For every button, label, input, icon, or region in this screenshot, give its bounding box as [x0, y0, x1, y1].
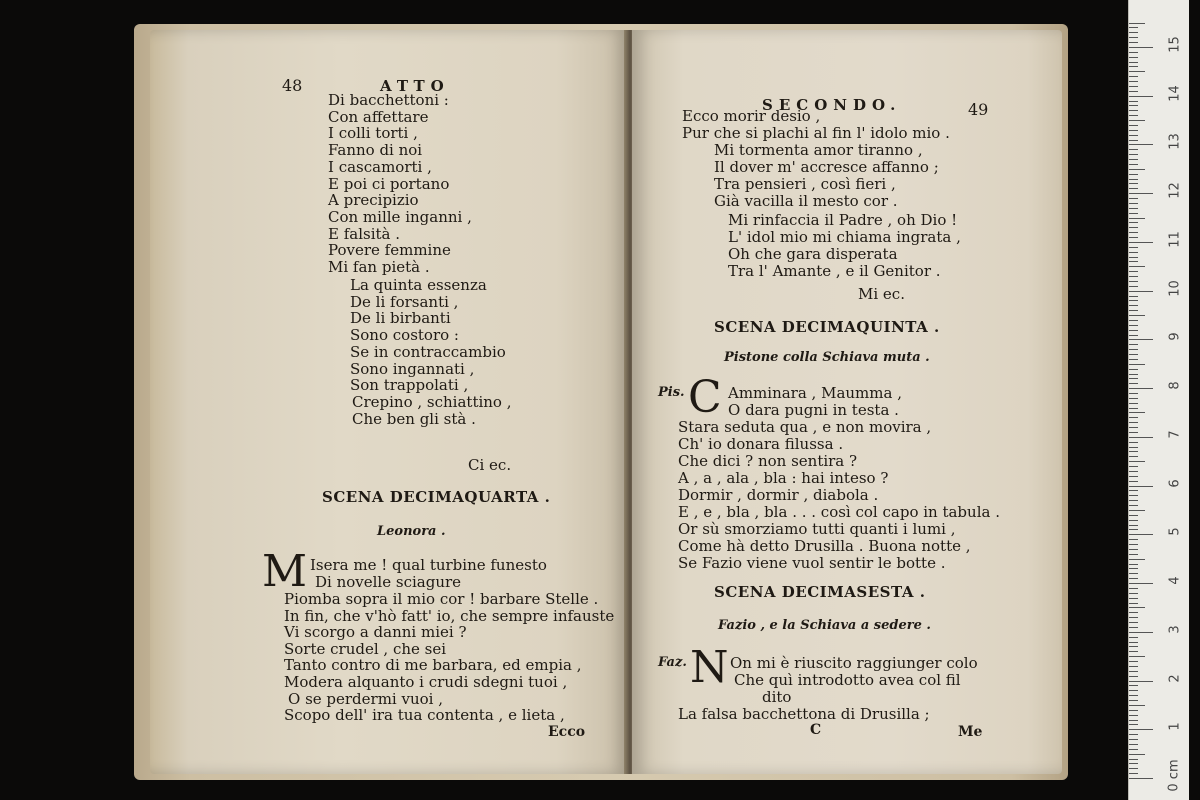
ruler-tick [1129, 27, 1138, 28]
ruler-tick [1129, 724, 1138, 725]
pis-line-first: Amminara , Maumma , [728, 384, 902, 402]
drop-cap-m: M [262, 546, 308, 597]
text-line: Stara seduta qua , e non movira , [678, 418, 932, 436]
ruler-tick [1129, 154, 1138, 155]
ruler-tick [1129, 252, 1138, 253]
ruler-tick [1129, 632, 1153, 633]
ruler-tick [1129, 442, 1138, 443]
ruler-tick [1129, 296, 1138, 297]
ruler-tick [1129, 335, 1138, 336]
ruler-tick [1129, 349, 1138, 350]
ruler-tick [1129, 763, 1138, 764]
ruler-tick [1129, 451, 1138, 452]
text-line: Povere femmine [328, 241, 451, 260]
ruler-tick [1129, 305, 1138, 306]
text-line: E poi ci portano [328, 174, 450, 193]
ruler-tick [1129, 500, 1138, 501]
ruler-tick [1129, 564, 1138, 565]
text-line: Vi scorgo a danni miei ? [284, 623, 467, 642]
ruler-tick [1129, 744, 1138, 745]
text-line: A , a , ala , bla : hai inteso ? [678, 469, 889, 487]
ruler-label: 8 [1167, 381, 1183, 390]
ruler-tick [1129, 627, 1138, 628]
ruler-tick [1129, 734, 1138, 735]
signature-mark: C [810, 722, 822, 738]
ruler-tick [1129, 174, 1138, 175]
text-line: Pur che si plachi al fin l' idolo mio . [682, 124, 950, 142]
ruler-tick [1129, 300, 1138, 301]
ruler-tick [1129, 32, 1138, 33]
ruler-tick [1129, 568, 1138, 569]
left-page-number: 48 [282, 76, 303, 95]
ruler-tick [1129, 330, 1138, 331]
ruler-tick [1129, 227, 1138, 228]
scene-16-heading: SCENA DECIMASESTA . [714, 583, 926, 601]
aria-end: Mi ec. [858, 285, 905, 303]
text-line: Sorte crudel , che sei [284, 639, 447, 658]
ruler-tick [1129, 422, 1138, 423]
text-line: Che dici ? non sentira ? [678, 452, 858, 470]
ruler-tick [1129, 281, 1138, 282]
ruler-tick [1129, 203, 1138, 204]
speech-line-second: Di novelle sciagure [315, 573, 462, 591]
ruler-tick [1129, 559, 1145, 560]
text-line: Mi tormenta amor tiranno , [714, 141, 923, 159]
text-line: Con affettare [328, 107, 429, 126]
ruler-tick [1129, 286, 1138, 287]
ruler-tick [1129, 510, 1145, 511]
scene-14-heading: SCENA DECIMAQUARTA . [322, 488, 551, 506]
ruler-tick [1129, 23, 1145, 24]
text-line: Mi fan pietà . [328, 258, 430, 276]
scene-16-characters: Fazio , e la Schiava a sedere . [718, 618, 931, 633]
ruler-tick [1129, 529, 1138, 530]
ruler-tick [1129, 364, 1145, 365]
ruler-tick [1129, 583, 1153, 584]
ruler-tick [1129, 710, 1138, 711]
ruler-tick [1129, 778, 1153, 779]
ruler-tick [1129, 544, 1138, 545]
text-line: I cascamorti , [328, 157, 432, 176]
ruler-tick [1129, 257, 1138, 258]
ruler-tick [1129, 62, 1138, 63]
ruler-tick [1129, 140, 1138, 141]
text-line: Oh che gara disperata [728, 245, 898, 263]
ruler-label: 7 [1167, 430, 1183, 439]
ruler-tick [1129, 232, 1138, 233]
text-line: Fanno di noi [328, 141, 423, 160]
ruler-tick [1129, 603, 1138, 604]
ruler-tick [1129, 242, 1153, 243]
drop-cap-n: N [690, 642, 729, 693]
ruler-tick [1129, 71, 1145, 72]
pis-line-second: O dara pugni in testa . [728, 401, 899, 419]
ruler-label: 11 [1167, 231, 1183, 248]
ruler-label: 12 [1167, 182, 1183, 199]
ruler-label: 0 cm [1166, 759, 1182, 792]
ruler-tick [1129, 388, 1153, 389]
ruler-tick [1129, 695, 1138, 696]
ruler-tick [1129, 476, 1138, 477]
ruler-tick [1129, 222, 1138, 223]
ruler-tick [1129, 247, 1138, 248]
ruler-tick [1129, 325, 1138, 326]
ruler-tick [1129, 354, 1138, 355]
ruler-tick [1129, 120, 1145, 121]
ruler-tick [1129, 486, 1153, 487]
ruler-tick [1129, 359, 1138, 360]
ruler-tick [1129, 76, 1138, 77]
ruler-tick [1129, 266, 1145, 267]
ruler-tick [1129, 47, 1153, 48]
ruler-tick [1129, 91, 1138, 92]
text-line: Piomba sopra il mio cor ! barbare Stelle . [284, 590, 599, 608]
ruler-tick [1129, 432, 1138, 433]
text-line: I colli torti , [328, 124, 418, 143]
ruler-tick [1129, 739, 1138, 740]
ruler-tick [1129, 261, 1138, 262]
ruler-tick [1129, 773, 1138, 774]
ruler-tick [1129, 661, 1138, 662]
ruler-tick [1129, 607, 1145, 608]
ruler-tick [1129, 515, 1138, 516]
ruler-label: 3 [1167, 625, 1183, 634]
ruler-tick [1129, 549, 1138, 550]
text-line: Or sù smorziamo tutti quanti i lumi , [678, 520, 956, 538]
text-line: Mi rinfaccia il Padre , oh Dio ! [728, 211, 958, 229]
ruler-tick [1129, 622, 1138, 623]
ruler-tick [1129, 617, 1138, 618]
text-line: Se Fazio viene vuol sentir le botte . [678, 554, 946, 572]
text-line: E falsità . [328, 224, 401, 243]
ruler-tick [1129, 135, 1138, 136]
ruler-tick [1129, 593, 1138, 594]
ruler-tick [1129, 101, 1138, 102]
ruler-tick [1129, 66, 1138, 67]
ruler-tick [1129, 754, 1145, 755]
ruler-tick [1129, 208, 1138, 209]
text-line: O se perdermi vuoi , [288, 689, 443, 708]
ruler-tick [1129, 164, 1138, 165]
ruler-tick [1129, 427, 1138, 428]
text-line: Modera alquanto i crudi sdegni tuoi , [284, 673, 568, 691]
ruler-tick [1129, 437, 1153, 438]
speaker-faz: Faz. [658, 655, 687, 670]
ruler-tick [1129, 749, 1138, 750]
text-line: Sono ingannati , [350, 359, 475, 378]
ruler-tick [1129, 369, 1138, 370]
ruler-tick [1129, 690, 1138, 691]
ruler-tick [1129, 291, 1153, 292]
ruler-tick [1129, 378, 1138, 379]
ruler-tick [1129, 466, 1138, 467]
text-line: Se in contraccambio [350, 342, 506, 361]
text-line: Scopo dell' ira tua contenta , e lieta , [284, 706, 565, 725]
ruler-tick [1129, 417, 1138, 418]
drop-cap-c: C [688, 372, 722, 423]
ruler-tick [1129, 612, 1138, 613]
right-catchword: Me [958, 724, 983, 740]
ruler-tick [1129, 403, 1138, 404]
text-line: Sono costoro : [350, 326, 459, 345]
ruler-tick [1129, 183, 1138, 184]
ruler-tick [1129, 656, 1145, 657]
left-page [150, 30, 628, 774]
ruler-tick [1129, 642, 1138, 643]
left-catchword: Ecco [548, 724, 586, 740]
measuring-ruler [1128, 0, 1189, 800]
ruler-tick [1129, 398, 1138, 399]
ruler-tick [1129, 685, 1138, 686]
ruler-tick [1129, 456, 1138, 457]
text-line: Di bacchettoni : [328, 91, 449, 109]
scene-14-character: Leonora . [377, 524, 446, 539]
ruler-label: 5 [1167, 527, 1183, 536]
ruler-label: 2 [1167, 673, 1183, 683]
right-page [632, 30, 1062, 774]
text-line: Ch' io donara filussa . [678, 435, 844, 453]
speech-line-first: Isera me ! qual turbine funesto [310, 556, 547, 574]
ruler-tick [1129, 57, 1138, 58]
ruler-tick [1129, 666, 1138, 667]
ruler-tick [1129, 481, 1138, 482]
ruler-label: 9 [1167, 332, 1183, 342]
ruler-tick [1129, 671, 1138, 672]
ruler-tick [1129, 759, 1138, 760]
ruler-tick [1129, 578, 1138, 579]
ruler-tick [1129, 271, 1138, 272]
ruler-label: 4 [1167, 576, 1183, 585]
faz-line-first: On mi è riuscito raggiunger colo [730, 654, 978, 672]
text-line: Son trappolati , [350, 376, 469, 395]
text-line: De li birbanti [350, 309, 451, 328]
ruler-tick [1129, 52, 1138, 53]
ruler-tick [1129, 471, 1138, 472]
ruler-tick [1129, 115, 1138, 116]
ruler-tick [1129, 159, 1138, 160]
text-line: E , e , bla , bla . . . così col capo in tabula . [678, 503, 1000, 521]
right-page-number: 49 [968, 100, 989, 119]
text-line: Con mille inganni , [328, 207, 472, 226]
left-running-head: ATTO [380, 77, 450, 95]
left-verse-end: Ci ec. [468, 456, 512, 474]
ruler-tick [1129, 105, 1138, 106]
ruler-tick [1129, 651, 1138, 652]
text-line: Tra l' Amante , e il Genitor . [728, 262, 941, 280]
text-line: L' idol mio mi chiama ingrata , [728, 228, 961, 246]
text-line: In fin, che v'hò fatt' io, che sempre infauste [284, 606, 615, 625]
ruler-label: 13 [1167, 133, 1183, 151]
text-line: Tra pensieri , così fieri , [714, 175, 896, 193]
ruler-tick [1129, 715, 1138, 716]
ruler-tick [1129, 495, 1138, 496]
ruler-label: 14 [1167, 84, 1183, 102]
ruler-tick [1129, 213, 1138, 214]
ruler-tick [1129, 598, 1138, 599]
ruler-tick [1129, 408, 1138, 409]
ruler-tick [1129, 37, 1138, 38]
text-line: Il dover m' accresce affanno ; [714, 158, 939, 176]
ruler-tick [1129, 681, 1153, 682]
ruler-tick [1129, 86, 1138, 87]
faz-line-fourth: La falsa bacchettona di Drusilla ; [678, 705, 930, 723]
ruler-tick [1129, 588, 1138, 589]
ruler-tick [1129, 344, 1138, 345]
ruler-tick [1129, 720, 1138, 721]
ruler-tick [1129, 81, 1138, 82]
text-line: Dormir , dormir , diabola . [678, 486, 879, 504]
ruler-tick [1129, 383, 1138, 384]
ruler-tick [1129, 169, 1145, 170]
ruler-tick [1129, 198, 1138, 199]
text-line: Tanto contro di me barbara, ed empia , [284, 656, 582, 675]
ruler-tick [1129, 554, 1138, 555]
ruler-tick [1129, 637, 1138, 638]
ruler-label: 6 [1167, 478, 1183, 488]
speaker-pis: Pis. [658, 385, 685, 400]
ruler-tick [1129, 461, 1145, 462]
ruler-tick [1129, 149, 1138, 150]
ruler-tick [1129, 646, 1138, 647]
ruler-tick [1129, 130, 1138, 131]
scene-15-characters: Pistone colla Schiava muta . [724, 350, 930, 365]
text-line: Già vacilla il mesto cor . [714, 192, 898, 210]
ruler-tick [1129, 237, 1138, 238]
ruler-tick [1129, 42, 1138, 43]
ruler-label: 1 [1167, 722, 1183, 731]
text-line: Che ben gli stà . [352, 409, 476, 428]
ruler-tick [1129, 144, 1153, 145]
ruler-tick [1129, 505, 1138, 506]
text-line: De li forsanti , [350, 292, 459, 311]
ruler-tick [1129, 447, 1138, 448]
ruler-tick [1129, 705, 1145, 706]
ruler-tick [1129, 412, 1145, 413]
text-line: Ecco morir desio , [682, 107, 821, 125]
scene-15-heading: SCENA DECIMAQUINTA . [714, 318, 940, 336]
ruler-tick [1129, 525, 1138, 526]
ruler-tick [1129, 110, 1138, 111]
ruler-tick [1129, 276, 1138, 277]
ruler-tick [1129, 188, 1138, 189]
ruler-tick [1129, 729, 1153, 730]
ruler-label: 15 [1167, 36, 1183, 53]
ruler-label: 10 [1167, 279, 1183, 297]
faz-line-third: dito [762, 688, 792, 706]
faz-line-second: Che quì introdotto avea col fil [734, 671, 961, 689]
ruler-tick [1129, 96, 1153, 97]
ruler-tick [1129, 534, 1153, 535]
ruler-tick [1129, 573, 1138, 574]
ruler-tick [1129, 218, 1145, 219]
ruler-tick [1129, 193, 1153, 194]
text-line: Crepino , schiattino , [352, 392, 512, 411]
ruler-tick [1129, 125, 1138, 126]
text-line: Come hà detto Drusilla . Buona notte , [678, 537, 971, 555]
ruler-tick [1129, 768, 1138, 769]
right-running-head: SECONDO. [762, 96, 902, 114]
ruler-tick [1129, 315, 1145, 316]
ruler-tick [1129, 490, 1138, 491]
ruler-tick [1129, 700, 1138, 701]
ruler-tick [1129, 676, 1138, 677]
text-line: A precipizio [328, 191, 419, 210]
ruler-tick [1129, 179, 1138, 180]
ruler-tick [1129, 374, 1138, 375]
ruler-tick [1129, 539, 1138, 540]
ruler-tick [1129, 320, 1138, 321]
text-line: La quinta essenza [350, 276, 487, 294]
ruler-tick [1129, 393, 1138, 394]
ruler-tick [1129, 520, 1138, 521]
ruler-tick [1129, 339, 1153, 340]
ruler-tick [1129, 310, 1138, 311]
